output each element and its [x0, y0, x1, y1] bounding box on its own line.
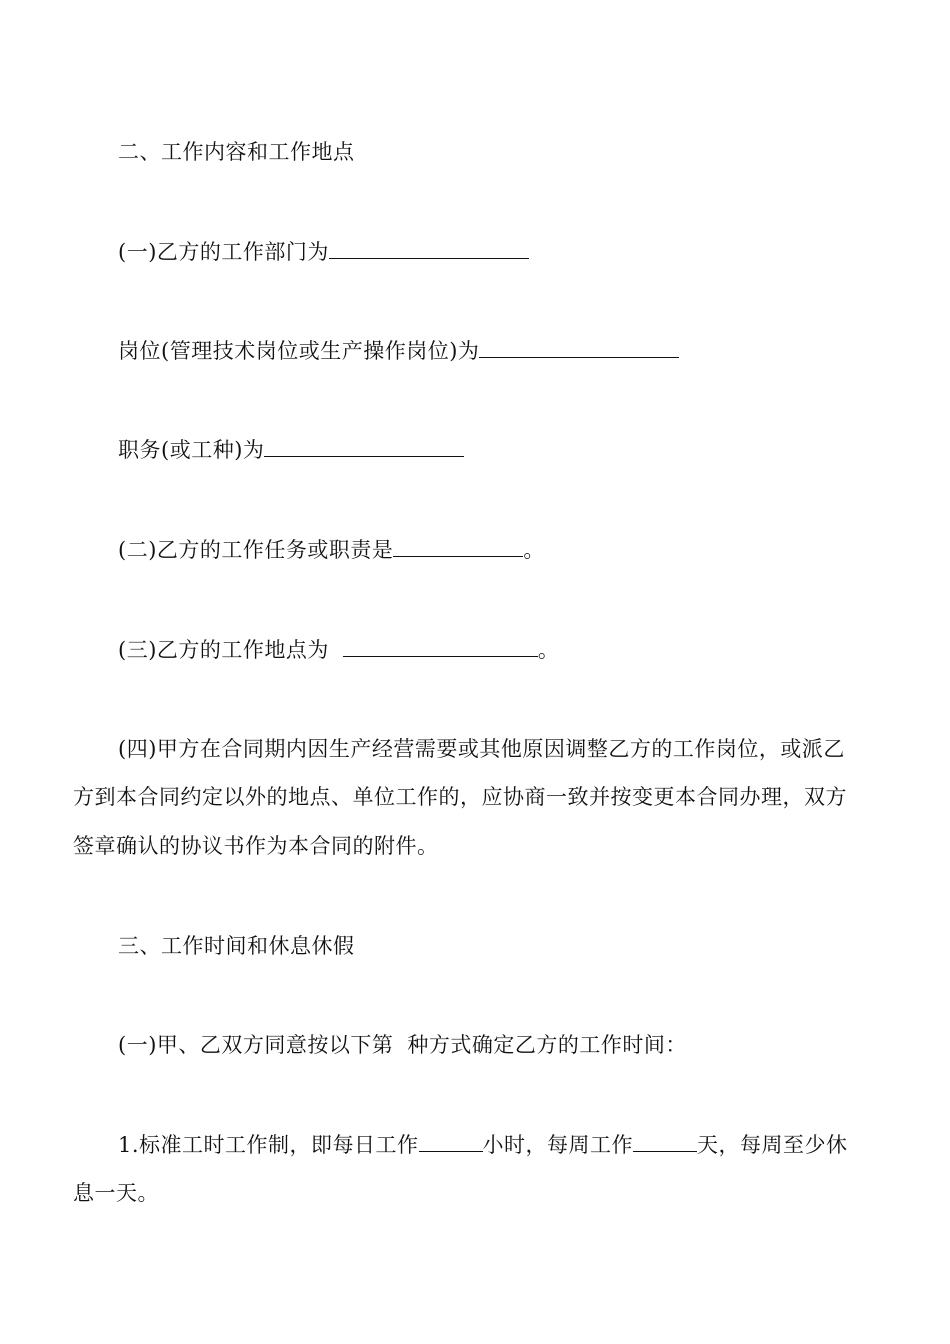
hours-per-day-blank[interactable]	[419, 1131, 483, 1152]
duty-blank[interactable]	[264, 436, 464, 457]
adjustment-paragraph-line-3: 签章确认的协议书作为本合同的附件。	[73, 834, 439, 858]
department-blank[interactable]	[329, 238, 529, 259]
adjustment-paragraph-line-1: (四)甲方在合同期内因生产经营需要或其他原因调整乙方的工作岗位，或派乙	[118, 737, 845, 761]
task-line: (二)乙方的工作任务或职责是 。	[118, 538, 545, 562]
duty-line: 职务(或工种)为	[118, 426, 464, 474]
adjustment-paragraph-line-2: 方到本合同约定以外的地点、单位工作的，应协商一致并按变更本合同办理，双方	[73, 785, 847, 809]
location-blank[interactable]	[343, 636, 538, 657]
work-location-line: (三)乙方的工作地点为 。	[118, 638, 560, 662]
section-2-heading: 二、工作内容和工作地点	[118, 140, 355, 164]
work-hours-method-line: (一)甲、乙双方同意按以下第 种方式确定乙方的工作时间：	[118, 1033, 687, 1057]
post-line: 岗位(管理技术岗位或生产操作岗位)为	[118, 327, 679, 375]
post-blank[interactable]	[479, 337, 679, 358]
standard-hours-line-1: 1.标准工时工作制，即每日工作 小时，每周工作 天，每周至少休	[118, 1133, 848, 1157]
days-per-week-blank[interactable]	[633, 1131, 697, 1152]
standard-hours-line-2: 息一天。	[73, 1181, 159, 1205]
section-3-heading: 三、工作时间和休息休假	[118, 934, 355, 958]
task-blank[interactable]	[393, 536, 523, 557]
work-department-line: (一)乙方的工作部门为	[118, 228, 529, 276]
